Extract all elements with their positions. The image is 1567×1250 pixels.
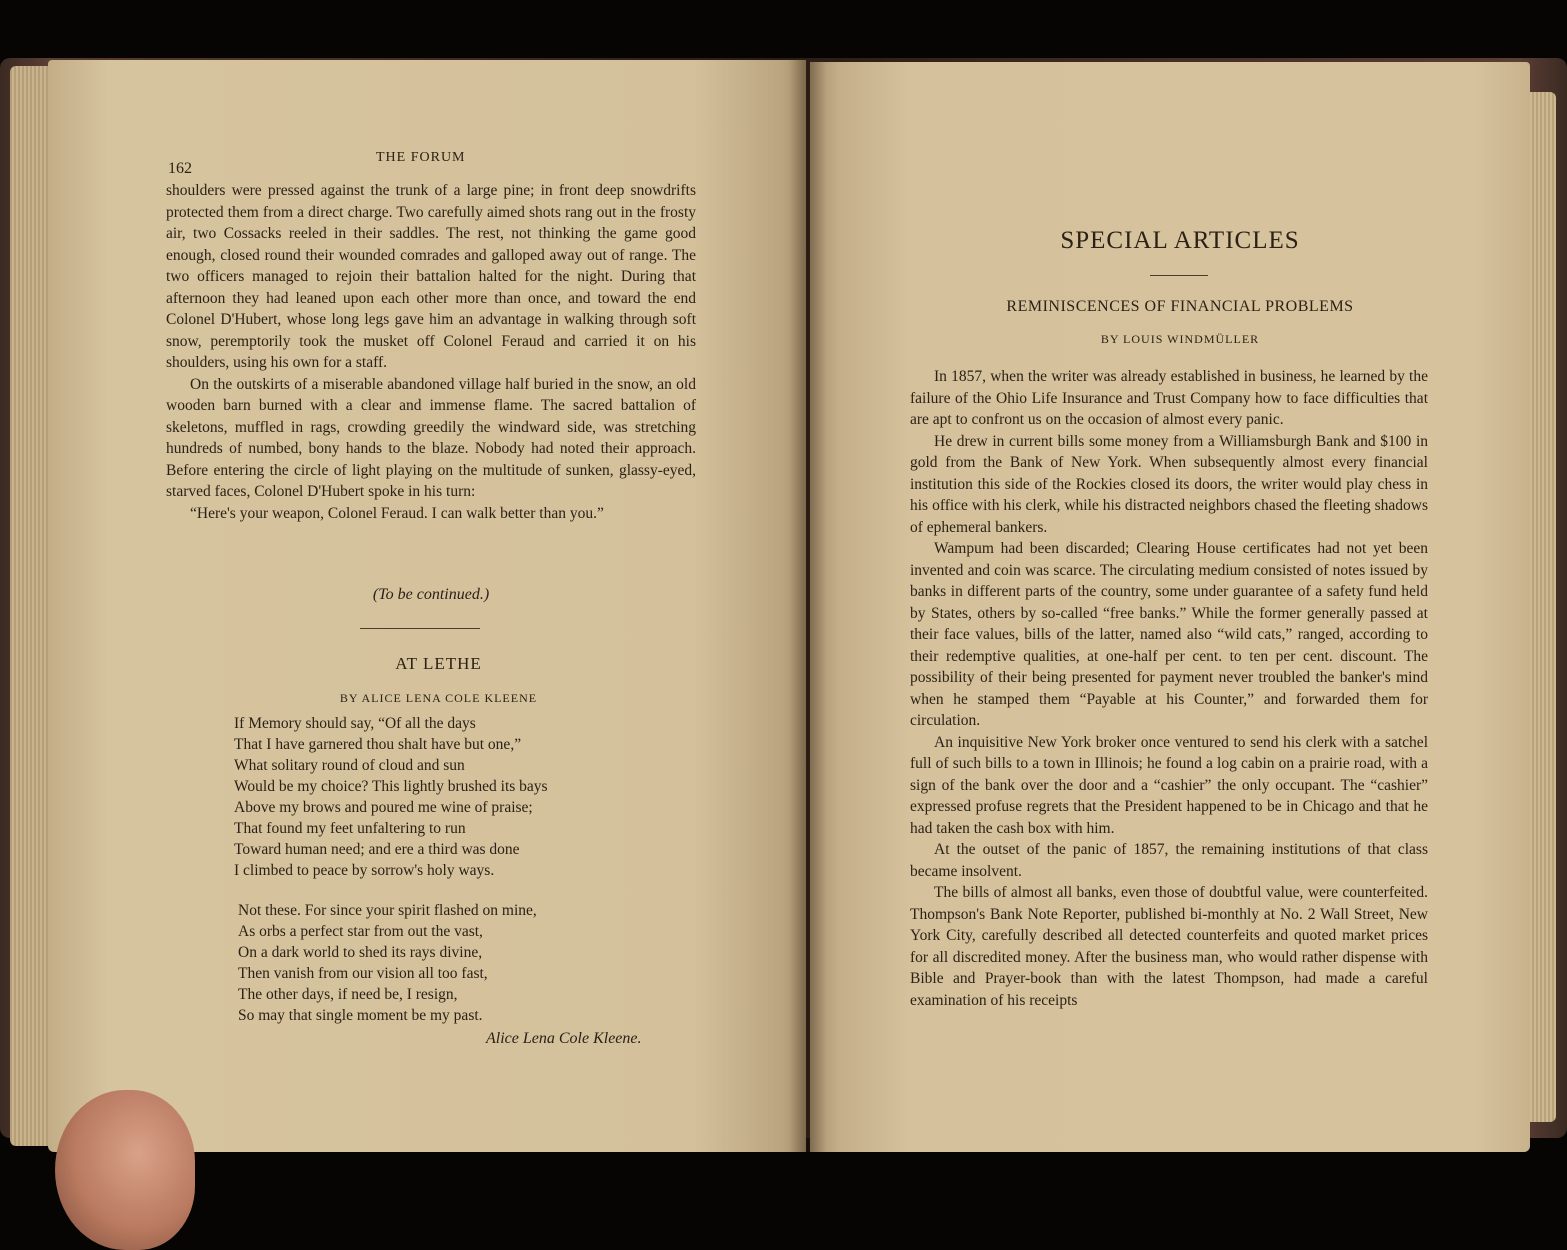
paragraph: An inquisitive New York broker once ventured to send his clerk with a satchel full of such bills to a town in Illinois; he found a log cabin on a prairie road, with a sign of the bank over the door and a “cashier” the only occupant. The “cashier” expressed profuse regrets that the President happened to be in Chicago and that he had taken the cash box with him. bbox=[910, 733, 1428, 837]
poem-line: That found my feet unfaltering to run bbox=[234, 820, 466, 837]
poem-line: As orbs a perfect star from out the vast, bbox=[238, 923, 483, 940]
article-title: REMINISCENCES OF FINANCIAL PROBLEMS bbox=[1006, 298, 1354, 315]
page-number: 162 bbox=[168, 160, 192, 177]
right-page bbox=[810, 62, 1530, 1152]
poem-line: Then vanish from our vision all too fast, bbox=[238, 965, 488, 982]
paragraph: He drew in current bills some money from a Williamsburgh Bank and $100 in gold from the Bank of New York. When subsequently almost every financial institution this side of the Rockies closed its doors, the writer would play chess in his office with his clerk, while his distracted neighbors chased the fleeting shadows of ephemeral bankers. bbox=[910, 432, 1428, 536]
poem-line: What solitary round of cloud and sun bbox=[234, 757, 465, 774]
paragraph: At the outset of the panic of 1857, the remaining institutions of that class became insolvent. bbox=[910, 841, 1428, 880]
thumb bbox=[55, 1090, 195, 1250]
paragraph: Wampum had been discarded; Clearing House certificates had not yet been invented and coin was scarce. The circulating medium consisted of notes issued by banks in different parts of the country, some under guarantee of a safety fund held by States, others by so-called “free banks.” While the former generally passed at their face values, bills of the latter, named also “wild cats,” ranged, according to their redemptive qualities, at one-half per cent. to ten per cent. discount. The possibility of their being presented for payment never troubled the banker's mind when he stamped them “Payable at his Counter,” and forwarded them for circulation. bbox=[910, 540, 1428, 729]
paragraph: On the outskirts of a miserable abandoned village half buried in the snow, an old wooden barn burned with a clear and immense flame. The sacred battalion of skeletons, muffled in rags, crowding greedily the windward side, was stretching hundreds of numbed, bony hands to the blaze. Nobody had noted their approach. Before entering the circle of light playing on the multitude of sunken, glassy-eyed, starved faces, Colonel D'Hubert spoke in his turn: bbox=[166, 375, 696, 500]
poem-signature: Alice Lena Cole Kleene. bbox=[486, 1030, 642, 1047]
poem-line: Would be my choice? This lightly brushed its bays bbox=[234, 778, 548, 795]
poem-line: The other days, if need be, I resign, bbox=[238, 986, 458, 1003]
paragraph: shoulders were pressed against the trunk of a large pine; in front deep snowdrifts protected them from a direct charge. Two carefully aimed shots rang out in the frosty air, two Cossacks reeled in their saddles. The rest, not thinking the game good enough, closed round their wounded comrades and galloped away out of range. The two officers managed to rejoin their battalion halted for the night. During that afternoon they had leaned upon each other more than once, and toward the end Colonel D'Hubert, whose long legs gave him an advantage in walking through soft snow, peremptorily took the musket off Colonel Feraud and carried it on his shoulders, using his own for a staff. bbox=[166, 182, 696, 371]
poem-line: If Memory should say, “Of all the days bbox=[234, 715, 476, 732]
poem-line: That I have garnered thou shalt have but one,” bbox=[234, 736, 522, 753]
poem-line: So may that single moment be my past. bbox=[238, 1007, 483, 1024]
divider-rule bbox=[1150, 275, 1208, 276]
to-be-continued: (To be continued.) bbox=[372, 586, 490, 603]
running-head: THE FORUM bbox=[376, 150, 466, 165]
divider-rule bbox=[360, 628, 480, 629]
article-byline: BY LOUIS WINDMÜLLER bbox=[1100, 332, 1260, 346]
poem-line: Above my brows and poured me wine of praise; bbox=[234, 799, 533, 816]
paragraph: The bills of almost all banks, even those of doubtful value, were counterfeited. Thompson's Bank Note Reporter, published bi-monthly at No. 2 Wall Street, New York City, carefully described all detected counterfeits and quoted market prices for all discredited money. After the business man, who would rather dispense with Bible and Prayer-book than with the latest Thompson, had made a careful examination of his receipts bbox=[910, 884, 1428, 1009]
poem-line: I climbed to peace by sorrow's holy ways. bbox=[234, 862, 495, 879]
section-title: SPECIAL ARTICLES bbox=[1060, 227, 1300, 254]
poem-byline: BY ALICE LENA COLE KLEENE bbox=[339, 691, 538, 705]
left-body-text bbox=[166, 180, 696, 524]
paragraph: In 1857, when the writer was already established in business, he learned by the failure of the Ohio Life Insurance and Trust Company how to face difficulties that are apt to confront us on the occasion of almost every panic. bbox=[910, 368, 1428, 428]
right-body-text bbox=[910, 366, 1428, 1011]
poem-line: Not these. For since your spirit flashed on mine, bbox=[238, 902, 537, 919]
poem-title: AT LETHE bbox=[395, 654, 482, 673]
poem-line: On a dark world to shed its rays divine, bbox=[238, 944, 483, 961]
poem-line: Toward human need; and ere a third was done bbox=[234, 841, 520, 858]
book-gutter bbox=[790, 60, 826, 1152]
left-page bbox=[48, 60, 806, 1152]
paragraph: “Here's your weapon, Colonel Feraud. I can walk better than you.” bbox=[190, 504, 604, 522]
